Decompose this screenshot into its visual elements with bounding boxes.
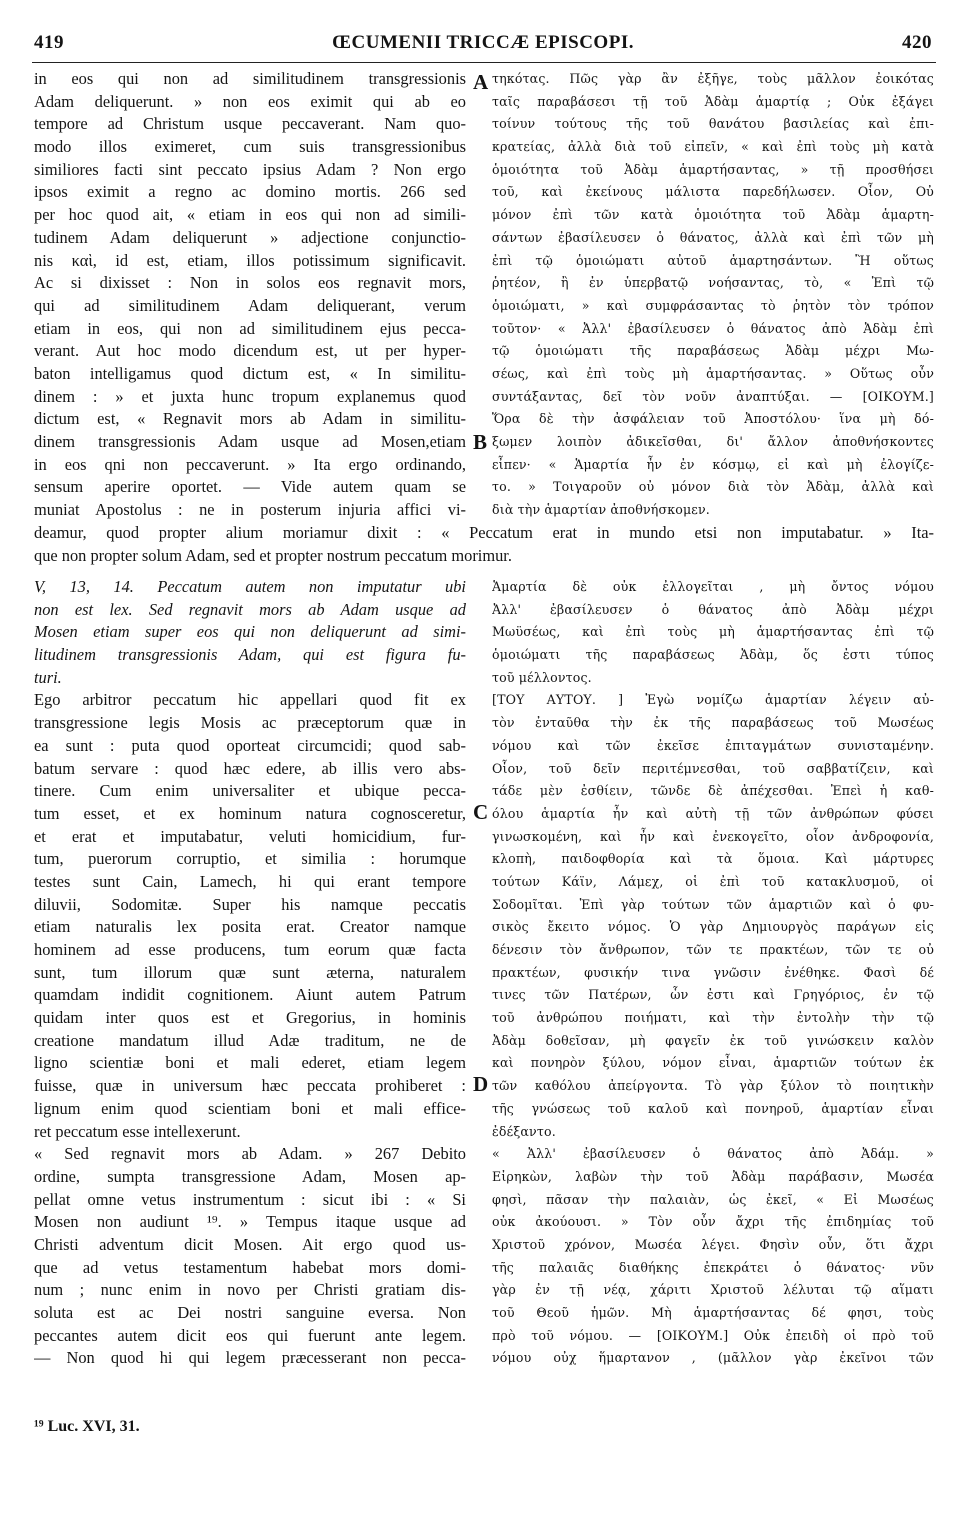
latin-text-line: etiam in eos, qui non ad similitudinem ejus pecca- [34, 318, 466, 338]
full-width-text [34, 522, 934, 567]
greek-text-line: Ἀδὰμ δοθεῖσαν, μὴ φαγεῖν ἐκ τοῦ γινώσκειν καλὸν [492, 1032, 934, 1048]
latin-text-line: verant. Aut hoc modo dicendum est, ut per hyper- [34, 341, 466, 361]
latin-text-line: in eos qui non ad similitudinem transgressionis [34, 69, 466, 88]
greek-text-line: σάντων ἐβασίλευσεν ὁ θάνατος, ἀλλὰ καὶ ἐπὶ τῶν μὴ [492, 229, 934, 245]
greek-text-line: τοίνυν τούτους τῆς τοῦ θανάτου βασιλείας καὶ ἐπι- [492, 116, 934, 132]
latin-text-line: etiam naturalis lex posita erat. Creator namque [34, 917, 466, 937]
latin-text-line: Mosen non audiunt ¹⁹. » Tempus itaque usque ad [34, 1212, 466, 1232]
latin-text-line: Christi adventum dicit Mosen. Ait ergo quod us- [34, 1234, 466, 1254]
latin-text-line: similiores facti sint peccato ipsius Adam ? Non ergo [34, 159, 466, 179]
greek-text-line: ἐπὶ τῷ ὁμοιώματι αὐτοῦ ἁμαρτησάντων. Ἢ οὕτως [492, 252, 934, 268]
latin-text-line: ipsos eximit a regno ac domino mortis. 266 sed [34, 182, 466, 202]
greek-text-line: τῆς παλαιᾶς διαθήκης ἐπεκράτει ὁ θάνατος· νῦν [492, 1259, 934, 1275]
greek-text-line: νόμου καὶ τῶν ἐκεῖσε ἐπιταγμάτων συνισταμένην. [492, 737, 934, 753]
greek-text-line: σέως, καὶ ἐπὶ τοὺς μὴ ἁμαρτήσαντας. » Οὕτως οὖν [492, 365, 934, 381]
greek-text-line: φησὶ, πᾶσαν τὴν παλαιὰν, ὡς ἐκεῖ, « Εἰ Μωσέως [492, 1191, 934, 1207]
latin-text-line: baton intelligamus quod dictum est, « In similitu- [34, 363, 466, 383]
latin-text-line: — Non quod hi qui legem præcesserant non pecca- [34, 1348, 466, 1368]
latin-text-line: « Sed regnavit mors ab Adam. » 267 Debito [34, 1144, 466, 1164]
greek-text-line: Χριστοῦ χρόνον, Μωσέα λέγει. Φησὶν οὖν, ὅτι ἄχρι [492, 1236, 934, 1252]
latin-text-line: dinem : » et juxta hunc tropum explanemus quod [34, 386, 466, 406]
greek-text-line: Εἰρηκὼν, λαβὼν τὴν τοῦ Ἀδὰμ παράβασιν, Μωσέα [492, 1168, 934, 1184]
latin-text-line: non est lex. Sed regnavit mors ab Adam usque ad [34, 599, 466, 619]
greek-text-line: τοῦ, καὶ ἐκείνους μάλιστα παρεδήλωσεν. Οἷον, Οὐ [492, 184, 934, 200]
greek-text-line: ὁμοιότητα τοῦ Ἀδὰμ ἁμαρτήσαντας, » τῇ προσθήσει [492, 161, 934, 177]
greek-text-line: τηκότας. Πῶς γὰρ ἂν ἐξῆγε, τοὺς μᾶλλον ἐοικότας [492, 71, 934, 86]
latin-text-line: creatione mandatum illud Adæ traditum, ne de [34, 1030, 466, 1050]
latin-text-line: ordine, sumpta transgressione Adam, Mosen ap- [34, 1166, 466, 1186]
latin-text-line: ret peccatum esse intellexerunt. [34, 1121, 241, 1141]
greek-text-line: τοῦ ἀνθρώπου ποιήματι, καὶ τὴν ἐντολὴν τὴν τῷ [492, 1010, 934, 1026]
latin-text-line: sunt, tum illorum quæ sunt æterna, naturalem [34, 962, 466, 982]
greek-text-line: όλου ἁμαρτία ἦν καὶ αὐτὴ τῇ τῶν ἀνθρώπων φύσει [492, 805, 934, 821]
greek-text-line: κλοπὴ, παιδοφθορία καὶ τὰ ὅμοια. Καὶ μάρτυρες [492, 851, 934, 867]
latin-text-line: lignum enim quod scientiam boni et mali effice- [34, 1098, 466, 1118]
greek-text-line: πρακτέων, φυσικήν τινα γνῶσιν ἐνέθηκε. Φασὶ δέ [492, 964, 934, 980]
greek-text-line: Σοδομῖται. Ἐπὶ γὰρ τούτων τῶν ἁμαρτιῶν καὶ ὁ φυ- [492, 896, 934, 912]
latin-text-line: soluta est ac Dei nostri sanguine eversa. Non [34, 1303, 466, 1322]
latin-text-line: peccantes autem dicit eos qui fuerunt ante legem. [34, 1325, 466, 1345]
latin-text-line: tum, puerorum corruptio, et similia : horumque [34, 849, 466, 869]
greek-column-bottom [492, 576, 934, 1370]
greek-text-line: τῷ ὁμοιώματι τῆς παραβάσεως Ἀδὰμ μέχρι Μω- [492, 343, 934, 359]
latin-text-line: in eos qni non peccaverunt. » Ita ergo ordinando, [34, 454, 466, 474]
greek-text-line: τοῦ μέλλοντος. [492, 669, 592, 685]
latin-text-line: qui ad similitudinem Adam deliquerant, verum [34, 295, 466, 315]
full-width-text-line: deamur, quod propter alium moriamur dixit : « Peccatum erat in mundo etsi non imputabatur. » Ita- [34, 523, 934, 542]
margin-letter-d: D [473, 1072, 489, 1096]
latin-text-line: sensum aperire oportet. — Vide autem quam se [34, 477, 466, 497]
greek-text-line: Οἷον, τοῦ δεῖν περιτέμνεσθαι, τοῦ σαββατίζειν, καὶ [492, 760, 934, 776]
greek-text-line: νόμου οὐχ ἥμαρτανον , (μᾶλλον γὰρ ἐκεῖνοι τῶν [492, 1350, 934, 1366]
greek-text-line: ξωμεν λοιπὸν ἀδικεῖσθαι, δι' ἄλλον ἀποθνήσκοντες [492, 434, 934, 449]
full-width-text-line: que non propter solum Adam, sed et propter nostrum peccatum morimur. [34, 545, 512, 565]
greek-text-line: συντάξαντας, δεῖ τὸν νοῦν ἀναπτύξαι. — [ΟΙΚΟΥΜ.] [492, 388, 934, 404]
greek-text-line: τοῦτον· « Ἀλλ' ἐβασίλευσεν ὁ θάνατος ἀπὸ Ἀδὰμ ἐπὶ [492, 320, 934, 336]
page-number-left: 419 [34, 32, 64, 53]
greek-text-line: τούτων Κάϊν, Λάμεχ, οἱ ἐπὶ τοῦ κατακλυσμοῦ, οἱ [492, 873, 934, 889]
latin-text-line: quidam inter quos est et Gregorius, in hominis [34, 1008, 466, 1028]
latin-text-line: ea sunt : puta quod oporteat circumcidi; quod sab- [34, 735, 466, 755]
latin-text-line: per hoc quod ait, « etiam in eos qui non ad simili- [34, 205, 466, 225]
greek-text-line: τινες τῶν Πατέρων, ὧν ἐστι καὶ Γρηγόριος, ἐν τῷ [492, 987, 934, 1003]
latin-text-line: nis καὶ, id est, etiam, illos potissimum significavit. [34, 250, 466, 270]
latin-text-line: tudinem Adam deliquerunt » adjectione conjunctio- [34, 227, 466, 247]
greek-text-line: μόνον ἐπὶ τῶν κατὰ ὁμοιότητα τοῦ Ἀδὰμ ἁμαρτη- [492, 207, 934, 223]
latin-text-line: turi. [34, 667, 62, 687]
greek-text-line: οὐκ ἀκούουσι. » Τὸν οὖν ἄχρι τῆς ἐπιδημίας τοῦ [492, 1214, 934, 1230]
greek-text-line: « Ἀλλ' ἐβασίλευσεν ὁ θάνατος ἀπὸ Ἀδάμ. » [492, 1146, 934, 1162]
greek-column-top [492, 68, 934, 522]
latin-text-line: tempore ad Christum usque peccaverant. Nam quo- [34, 114, 466, 134]
latin-text-line: modo illos eximeret, cum suis transgressionibus [34, 137, 466, 157]
greek-text-line: ταῖς παραβάσεσι τῇ τοῦ Ἀδὰμ ἁμαρτίᾳ ; Οὐκ ἐξάγει [492, 93, 934, 109]
latin-column-bottom [34, 576, 466, 1370]
latin-text-line: Adam deliquerunt. » non eos eximit qui ab eo [34, 91, 466, 111]
greek-text-line: τοῦ Θεοῦ ἡμῶν. Μὴ ἁμαρτήσαντας δέ φησι, τοὺς [492, 1305, 934, 1320]
greek-text-line: κρατείας, ἀλλὰ διὰ τοῦ εἰπεῖν, « καὶ ἐπὶ τοὺς μὴ κατὰ [492, 139, 934, 155]
greek-text-line: σικὸς ἔκειτο νόμος. Ὁ γὰρ Δημιουργὸς παράγων εἰς [492, 919, 934, 935]
greek-text-line: το. » Τοιγαροῦν οὐ μόνον διὰ τὸν Ἀδὰμ, ἀλλὰ καὶ [492, 479, 934, 495]
latin-text-line: et erat et imputabatur, veluti homicidium, fur- [34, 826, 466, 846]
greek-text-line: τῆς γνώσεως τοῦ καλοῦ καὶ πονηροῦ, ἁμαρτίαν εἶναι [492, 1100, 934, 1116]
greek-text-line: Ἁμαρτία δὲ οὐκ ἐλλογεῖται , μὴ ὄντος νόμου [492, 579, 934, 594]
margin-letter-c: C [473, 800, 489, 824]
greek-text-line: ἐδέξαντο. [492, 1123, 556, 1139]
latin-text-line: quamdam indidit cognitionem. Aiunt autem Patrum [34, 985, 466, 1005]
greek-text-line: ῥητέον, ἢ ἐν ὑπερβατῷ νοήσαντας, τὸ, « Ἐπὶ τῷ [492, 275, 934, 291]
latin-text-line: Ac si dixisset : Non in solos eos regnavit mors, [34, 273, 466, 293]
latin-text-line: Ego arbitror peccatum hic appellari quod fit ex [34, 690, 466, 710]
greek-text-line: τάδε μὲν ἐσθίειν, τῶνδε δὲ ἀπέχεσθαι. Ἐπεὶ ἡ καθ- [492, 783, 934, 799]
latin-text-line: num ; nunc enim in novo per Christi gratiam dis- [34, 1280, 466, 1300]
greek-text-line: ὁμοιώματι τῆς παραβάσεως Ἀδὰμ, ὅς ἐστι τύπος [492, 647, 934, 663]
greek-text-line: τῶν καθόλου ἀπείργοντα. Τὸ γὰρ ξύλον τὸ ποιητικὴν [492, 1078, 934, 1094]
latin-text-line: dinem transgressionis Adam usque ad Mosen,etiam [34, 432, 466, 451]
running-title: ŒCUMENII TRICCÆ EPISCOPI. [332, 32, 634, 53]
greek-text-line: ὁμοιώματι, » καὶ συμφράσαντας τὸ ῥητὸν τὸν τρόπον [492, 297, 934, 313]
greek-text-line: πρὸ τοῦ νόμου. — [ΟΙΚΟΥΜ.] Οὐκ ἐπειδὴ οἱ πρὸ τοῦ [492, 1327, 934, 1343]
latin-text-line: transgressione legis Mosis ac præceptorum quæ in [34, 713, 466, 733]
greek-text-line: Ἀλλ' ἐβασίλευσεν ὁ θάνατος ἀπὸ Ἀδὰμ μέχρι [492, 601, 934, 617]
latin-text-line: testes sunt Cain, Lamech, hi qui erant tempore [34, 871, 466, 891]
page-number-right: 420 [902, 32, 932, 53]
latin-text-line: V, 13, 14. Peccatum autem non imputatur ubi [34, 577, 466, 596]
greek-text-line: εἶπεν· « Ἁμαρτία ἦν ἐν κόσμῳ, εἰ καὶ μὴ ἐλογίζε- [492, 456, 934, 472]
latin-column-top [34, 68, 466, 522]
greek-text-line: γινωσκομένη, καὶ ἦν καὶ ἐνεκογεῖτο, οἷον ἀνδροφονία, [492, 828, 934, 844]
greek-text-line: δένεσιν τὸν ἄνθρωπον, τῶν τε πρακτέων, τῶν τε οὐ [492, 942, 934, 957]
latin-text-line: litudinem transgressionis Adam, qui est figura fu- [34, 645, 466, 665]
greek-text-line: διὰ τὴν ἁμαρτίαν ἀποθνήσκομεν. [492, 502, 710, 518]
greek-text-line: καὶ πονηρὸν ξύλου, νόμον εἶναι, ἁμαρτιῶν τούτων ἐκ [492, 1055, 934, 1071]
greek-text-line: τὸν ἐνταῦθα τὴν ἐκ τῆς παραβάσεως τοῦ Μωσέως [492, 715, 934, 731]
latin-text-line: ligno scientiæ boni et mali ederet, etiam legem [34, 1053, 466, 1073]
greek-text-line: Μωϋσέως, καὶ ἐπὶ τοὺς μὴ ἁμαρτήσαντας ἐπὶ τῷ [492, 624, 934, 640]
footnote: ¹⁹ Luc. XVI, 31. [34, 1418, 140, 1435]
latin-text-line: hominem ad esse producens, tum eorum quæ facta [34, 940, 466, 959]
latin-text-line: Mosen etiam super eos qui non deliquerunt ad simi- [34, 622, 466, 642]
greek-text-line: [ΤΟΥ ΑΥΤΟΥ. ] Ἐγὼ νομίζω ἁμαρτίαν λέγειν αὐ- [492, 692, 934, 708]
header-rule [32, 62, 936, 63]
latin-text-line: muniat Apostolus : ne in posterum injuria affici vi- [34, 500, 466, 520]
latin-text-line: dictum est, « Regnavit mors ab Adam in similitu- [34, 409, 466, 429]
greek-text-line: Ὅρα δὲ τὴν ἀσφάλειαν τοῦ Ἀποστόλου· ἵνα μὴ δό- [492, 411, 934, 427]
latin-text-line: diluvii, Sodomitæ. Super his namque peccatis [34, 894, 466, 914]
latin-text-line: pellat omne vetus instrumentum : sicut ibi : « Si [34, 1189, 466, 1209]
latin-text-line: tinere. Cum enim universaliter et ubique pecca- [34, 781, 466, 801]
margin-letter-a: A [473, 70, 489, 94]
latin-text-line: tum esset, et ex hominum natura cognosceretur, [34, 803, 466, 823]
margin-letter-b: B [473, 430, 488, 454]
greek-text-line: γὰρ ἐν τῇ νέᾳ, χάριτι Χριστοῦ λέλυται τῷ αἵματι [492, 1282, 934, 1298]
latin-text-line: que ad vetus testamentum habebat mors domi- [34, 1257, 466, 1277]
latin-text-line: fuisse, quæ in universum hæc peccata prohiberet : [34, 1076, 466, 1096]
latin-text-line: batum servare : quod hæc edere, ab illis vero abs- [34, 758, 466, 778]
